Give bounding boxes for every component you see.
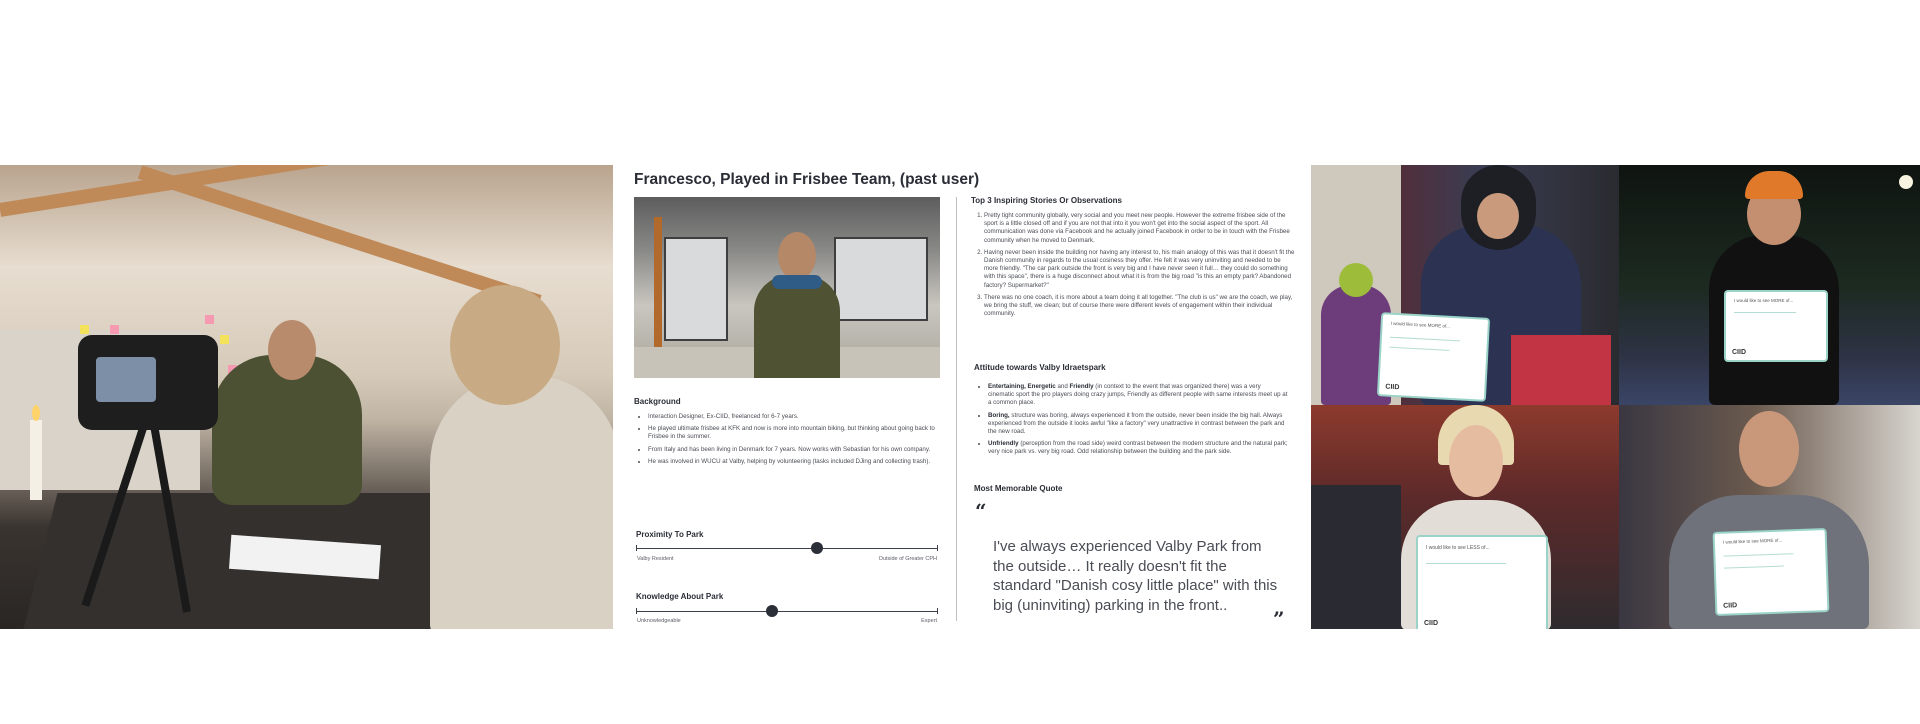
sign-text: I would like to see MORE of... [1390, 320, 1451, 329]
attitude-list [974, 383, 1288, 461]
slider-knob [811, 542, 823, 554]
slider-tick [636, 545, 637, 551]
candle [30, 420, 42, 500]
light [1899, 175, 1913, 189]
woman-face [1477, 193, 1519, 239]
interviewer [430, 375, 613, 629]
sticky-note [110, 325, 119, 334]
list-item: • Interaction Designer, Ex-CIID, freelanced for 6-7 years. [648, 413, 948, 421]
list-item: • From Italy and has been living in Denmark for 7 years. Now works with Sebastian for his own company. [648, 446, 948, 454]
knowledge-heading: Knowledge About Park [636, 592, 724, 601]
sticky-note [205, 315, 214, 324]
stories-list [971, 212, 1296, 322]
photo-man-orange-hat [1619, 165, 1920, 405]
open-quote-icon: “ [975, 499, 987, 523]
slider-tick [636, 608, 637, 614]
knowledge-left-label: Unknowledgeable [637, 618, 681, 624]
background-heading: Background [634, 397, 681, 406]
sign-text: I would like to see LESS of... [1426, 545, 1490, 551]
slider-knob [766, 605, 778, 617]
sign-line [1426, 563, 1506, 564]
ceiling-beam [138, 165, 542, 308]
face [1449, 425, 1503, 497]
list-item: 1. Pretty tight community globally, very social and you meet new people. However the extreme frisbee side of the sport is a little closed off and if you are not that into it you won't get into the social aspect of the sport. All communication was done via Facebook and he actually joined Facebook in order to be in touch with the Frisbee community when he moved to Denmark. [984, 212, 1296, 245]
knowledge-slider [636, 611, 938, 612]
feedback-sign [1416, 535, 1548, 629]
child-hat [1339, 263, 1373, 297]
keyword: Entertaining, Energetic [988, 383, 1056, 390]
list-item [988, 440, 1288, 456]
ceiling-beam [0, 165, 613, 217]
sticky-note [220, 335, 229, 344]
knowledge-right-label: Expert [921, 618, 937, 624]
feedback-sign [1713, 528, 1830, 616]
bag [1511, 335, 1611, 405]
list-item [988, 383, 1288, 408]
quote-heading: Most Memorable Quote [974, 484, 1063, 493]
background-list [634, 413, 948, 470]
list-item: 2. Having never been inside the building nor having any interest to, his main analogy of this was that it doesn't fit the Danish community in regards to the usual cosiness they offer. He felt it was very uninviting and needed to be more friendly. "The car park outside the front is very big and I have never seen it full… they could do something with this space", there is a huge disconnect about what it is from the big road "is this an empty park? Abandoned factory? Supermarket?" [984, 249, 1296, 290]
keyword: Friendly [1069, 383, 1094, 390]
slider-tick [937, 545, 938, 551]
sign-line [1390, 337, 1460, 342]
slider-tick [937, 608, 938, 614]
bags [1311, 485, 1401, 629]
connector: and [1055, 383, 1070, 390]
interviewee-head [268, 320, 316, 380]
stories-heading: Top 3 Inspiring Stories Or Observations [971, 196, 1122, 205]
item-text: (in context to the event that was organized there) was a very cinematic sport the pro players doing crazy jumps, Friendly as different people with same interests meet up at a common place. [988, 383, 1288, 407]
persona-page [613, 165, 1311, 629]
sign-line [1724, 566, 1784, 569]
ciid-logo: CIID [1424, 620, 1438, 627]
person-body [754, 275, 840, 378]
list-item: • He was involved in WUCU at Valby, helping by volunteering (tasks included DJing and collecting trash). [648, 458, 948, 466]
sign-line [1723, 553, 1793, 556]
ciid-logo: CIID [1732, 349, 1746, 356]
feedback-sign [1724, 290, 1828, 362]
list-item [988, 412, 1288, 437]
interview-photo [0, 165, 613, 629]
photo-blonde-woman [1311, 405, 1619, 629]
photo-woman-child [1311, 165, 1619, 405]
feedback-sign [1377, 312, 1490, 402]
orange-hat [1745, 171, 1803, 199]
attitude-heading: Attitude towards Valby Idraetspark [974, 363, 1106, 372]
proximity-left-label: Valby Resident [637, 556, 674, 562]
item-text: structure was boring, always experienced it from the outside, never been inside the big hall. Always experienced from the outside it looks awful "like a factory" very unattractive in contrast between the park and the new road. [988, 411, 1285, 436]
memorable-quote: I've always experienced Valby Park from the outside… It really doesn't fit the standard "Danish cosy little place" with this big (uninviting) parking in the front.. [993, 538, 1278, 614]
person-head [778, 232, 816, 280]
keyword: Unfriendly [988, 440, 1019, 448]
photo-bearded-man [1619, 405, 1920, 629]
ciid-logo: CIID [1385, 383, 1400, 392]
sticky-note [80, 325, 89, 334]
column-divider [956, 197, 957, 621]
proximity-slider [636, 548, 938, 549]
sign-text: I would like to see MORE of... [1722, 537, 1783, 545]
close-quote-icon: ” [1273, 607, 1285, 631]
sign-line [1734, 312, 1796, 313]
portrait-photo [634, 197, 940, 378]
list-item: 3. There was no one coach, it is more about a team doing it all together. "The club is us" we are the coach, we play, we bring the stuff, we clean; but of course there were different levels of engagement within their individual community. [984, 294, 1296, 319]
keyword: Boring, [988, 411, 1010, 419]
list-item: • He played ultimate frisbee at KFK and now is more into mountain biking, but thinking about going back to Frisbee in the summer. [648, 425, 948, 441]
flame [32, 405, 40, 421]
sign-text: I would like to see MORE of... [1734, 298, 1794, 303]
ciid-logo: CIID [1723, 602, 1738, 610]
proximity-right-label: Outside of Greater CPH [878, 556, 937, 562]
sign-line [1389, 347, 1449, 351]
interviewer-hair [450, 285, 560, 405]
page-title: Francesco, Played in Frisbee Team, (past user) [634, 171, 980, 188]
scarf [772, 275, 822, 289]
pillar [654, 217, 662, 347]
proximity-heading: Proximity To Park [636, 530, 704, 539]
window [664, 237, 728, 341]
window [834, 237, 928, 321]
camera-screen [96, 357, 156, 402]
face [1739, 411, 1799, 487]
camera-icon [78, 335, 218, 430]
item-text: (perception from the road side) weird contrast between the modern structure and the natural park; very nice park vs. very big road. Odd relationship between the building and the park side. [988, 440, 1288, 456]
